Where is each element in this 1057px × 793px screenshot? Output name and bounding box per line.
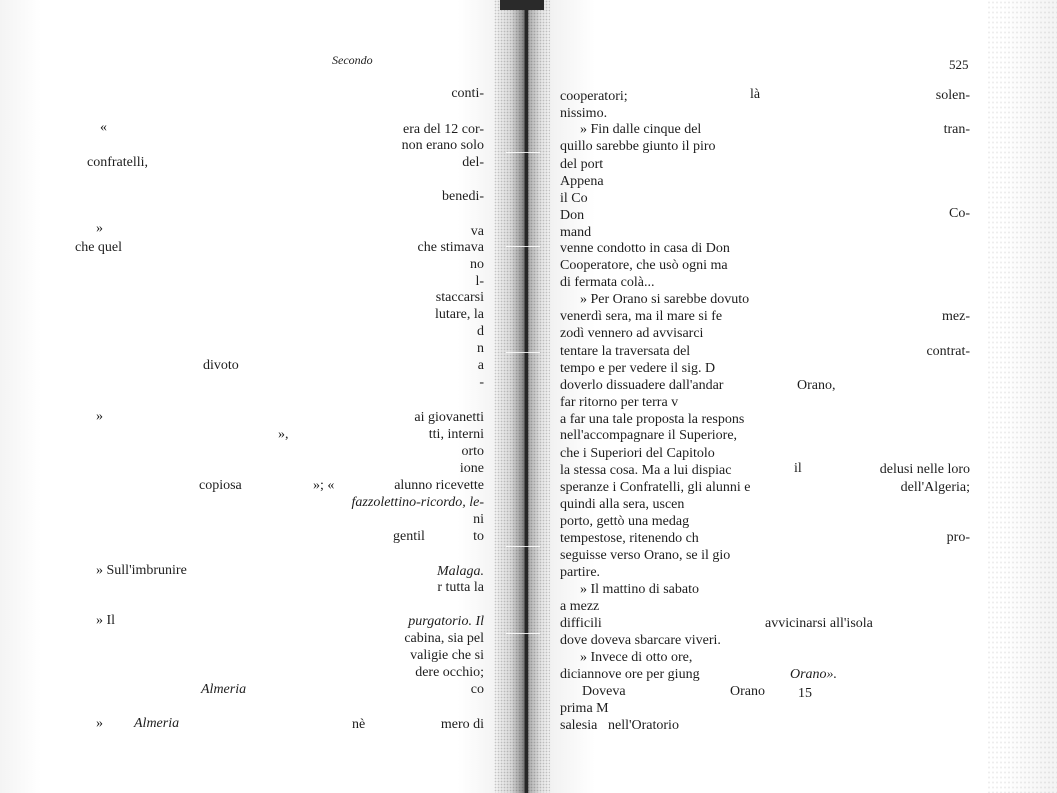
left-page-text-line: orto: [461, 444, 484, 459]
right-page-text-line: contrat-: [926, 344, 970, 359]
right-page-text-line: venne condotto in casa di Don: [560, 241, 730, 256]
right-page-text-line: del port: [560, 157, 604, 172]
right-page-text-line: diciannove ore per giung: [560, 667, 700, 682]
left-page-text-line: »: [96, 409, 103, 424]
left-page-text-line: »: [96, 716, 103, 731]
right-page-text-line: nell'accompagnare il Superiore,: [560, 428, 738, 443]
right-page-text-line: quindi alla sera, uscen: [560, 497, 685, 512]
right-page-text-line: zodì vennero ad avvisarci: [560, 326, 704, 341]
right-page-text-line: seguisse verso Orano, se il gio: [560, 548, 731, 563]
right-page-text-line: delusi nelle loro: [879, 462, 970, 477]
left-page-text-line: »; «: [313, 478, 335, 493]
left-page-text-line: n: [477, 341, 484, 356]
left-page-text-line: alunno ricevette: [394, 478, 484, 493]
right-page-text-line: Appena: [560, 174, 604, 189]
right-page-text-line: difficili: [560, 616, 602, 631]
left-page-text-line: Almeria: [201, 682, 247, 697]
left-page-text-line: Malaga.: [436, 564, 484, 579]
scan-band: [506, 633, 540, 634]
right-page-text-line: quillo sarebbe giunto il piro: [560, 139, 716, 154]
left-page-text-line: Almeria: [134, 716, 180, 731]
right-page-text-line: Orano: [730, 684, 765, 699]
left-page-text-line: ai giovanetti: [414, 410, 484, 425]
left-page-text-line: purgatorio. Il: [408, 614, 484, 629]
right-page-text-line: speranze i Confratelli, gli alunni e: [560, 480, 751, 495]
left-page-text-line: benedi-: [442, 189, 484, 204]
left-page-text-line: » Il: [96, 613, 116, 628]
left-page-text-line: confratelli,: [87, 155, 149, 170]
right-page-text-line: 15: [798, 686, 812, 701]
left-page-text-line: copiosa: [199, 478, 242, 493]
scan-band: [506, 352, 540, 353]
left-page-text-line: l-: [475, 274, 484, 289]
right-page-text-line: tempestose, ritenendo ch: [560, 531, 699, 546]
right-page-text-line: far ritorno per terra v: [560, 395, 679, 410]
left-page-text-line: dere occhio;: [415, 665, 484, 680]
right-page-text-line: Doveva: [582, 684, 626, 699]
left-page-text-line: conti-: [451, 86, 484, 101]
left-page-text-line: nè: [352, 717, 366, 732]
right-page-text-line: tentare la traversata del: [560, 344, 691, 359]
right-page-text-line: » Il mattino di sabato: [580, 582, 699, 597]
right-page-text-line: Orano».: [790, 667, 838, 682]
book-spine: [525, 0, 528, 793]
left-page-text-line: del-: [462, 155, 484, 170]
left-page-text-line: tti, interni: [428, 427, 484, 442]
paper-speckle: [987, 0, 1057, 793]
left-page-text-line: no: [470, 257, 484, 272]
left-page-text-line: »,: [278, 427, 289, 442]
left-page-text-line: fazzolettino-ricordo, le-: [351, 495, 484, 510]
left-page-text-line: era del 12 cor-: [403, 122, 484, 137]
right-page-text-line: il Co: [560, 191, 588, 206]
right-page-text-line: Don: [560, 208, 585, 223]
running-header: Secondo: [332, 53, 373, 67]
right-page-text-line: cooperatori;: [560, 89, 628, 104]
right-page-text-line: porto, gettò una medag: [560, 514, 690, 529]
right-page-text-line: dove doveva sbarcare viveri.: [560, 633, 721, 648]
right-page-text-line: prima M: [560, 701, 609, 716]
right-page-text-line: solen-: [935, 88, 970, 103]
right-page-text-line: nell'Oratorio: [608, 718, 679, 733]
right-page-text-line: tran-: [943, 122, 970, 137]
left-page-text-line: che stimava: [417, 240, 484, 255]
right-page-text-line: pro-: [946, 530, 970, 545]
scan-band: [506, 152, 540, 153]
left-page-text-line: lutare, la: [435, 307, 484, 322]
left-page-text-line: «: [100, 120, 107, 135]
left-page-text-line: -: [479, 375, 484, 390]
left-page-text-line: ni: [473, 512, 484, 527]
right-page-text-line: nissimo.: [560, 106, 608, 121]
left-page-text-line: »: [96, 221, 103, 236]
right-page-text-line: partire.: [560, 565, 601, 580]
left-page-text-line: cabina, sia pel: [404, 631, 484, 646]
left-page-text-line: gentil: [393, 529, 425, 544]
right-page-text-line: mand: [560, 225, 592, 240]
right-page-text-line: il: [794, 461, 802, 476]
right-page-text-line: là: [750, 87, 761, 102]
right-page-text-line: di fermata colà...: [560, 275, 655, 290]
left-page-text-line: non erano solo: [401, 138, 484, 153]
left-page-text-line: valigie che si: [410, 648, 484, 663]
right-page-text-line: doverlo dissuadere dall'andar: [560, 378, 724, 393]
right-page-text-line: salesia: [560, 718, 598, 733]
spine-top-shadow: [500, 0, 544, 10]
right-page-text-line: » Fin dalle cinque del: [580, 122, 702, 137]
left-page-text-line: che quel: [75, 240, 123, 255]
left-page-text-line: r tutta la: [437, 580, 484, 595]
right-page-text-line: avvicinarsi all'isola: [765, 616, 873, 631]
book-gutter-shadow: [494, 0, 550, 793]
scan-band: [506, 246, 540, 247]
left-page-text-line: ione: [459, 461, 484, 476]
right-page-text-line: a far una tale proposta la respons: [560, 412, 745, 427]
right-page-text-line: Orano,: [797, 378, 836, 393]
right-page-text-line: a mezz: [560, 599, 600, 614]
right-page-text-line: venerdì sera, ma il mare si fe: [560, 309, 723, 324]
right-page-text-line: la stessa cosa. Ma a lui dispiac: [560, 463, 732, 478]
page-number: 525: [949, 57, 969, 72]
left-page-text-line: » Sull'imbrunire: [96, 563, 187, 578]
left-page-text-line: a: [477, 358, 484, 373]
scan-band: [506, 546, 540, 547]
right-page-text-line: che i Superiori del Capitolo: [560, 446, 715, 461]
right-page-text-line: dell'Algeria;: [900, 480, 970, 495]
right-page-text-line: » Invece di otto ore,: [580, 650, 693, 665]
left-page-text-line: d: [477, 324, 484, 339]
right-page-text-line: mez-: [942, 309, 970, 324]
right-page-text-line: tempo e per vedere il sig. D: [560, 361, 716, 376]
left-page-text-line: staccarsi: [435, 290, 484, 305]
right-page-text-line: Cooperatore, che usò ogni ma: [560, 258, 728, 273]
left-page-text-line: co: [470, 682, 484, 697]
left-page-text-line: divoto: [203, 358, 239, 373]
left-page-text-line: mero di: [440, 717, 484, 732]
left-page-text-line: to: [473, 529, 484, 544]
right-page-text-line: » Per Orano si sarebbe dovuto: [580, 292, 750, 307]
right-page-text-line: Co-: [949, 206, 970, 221]
left-page-text-line: va: [470, 224, 484, 239]
